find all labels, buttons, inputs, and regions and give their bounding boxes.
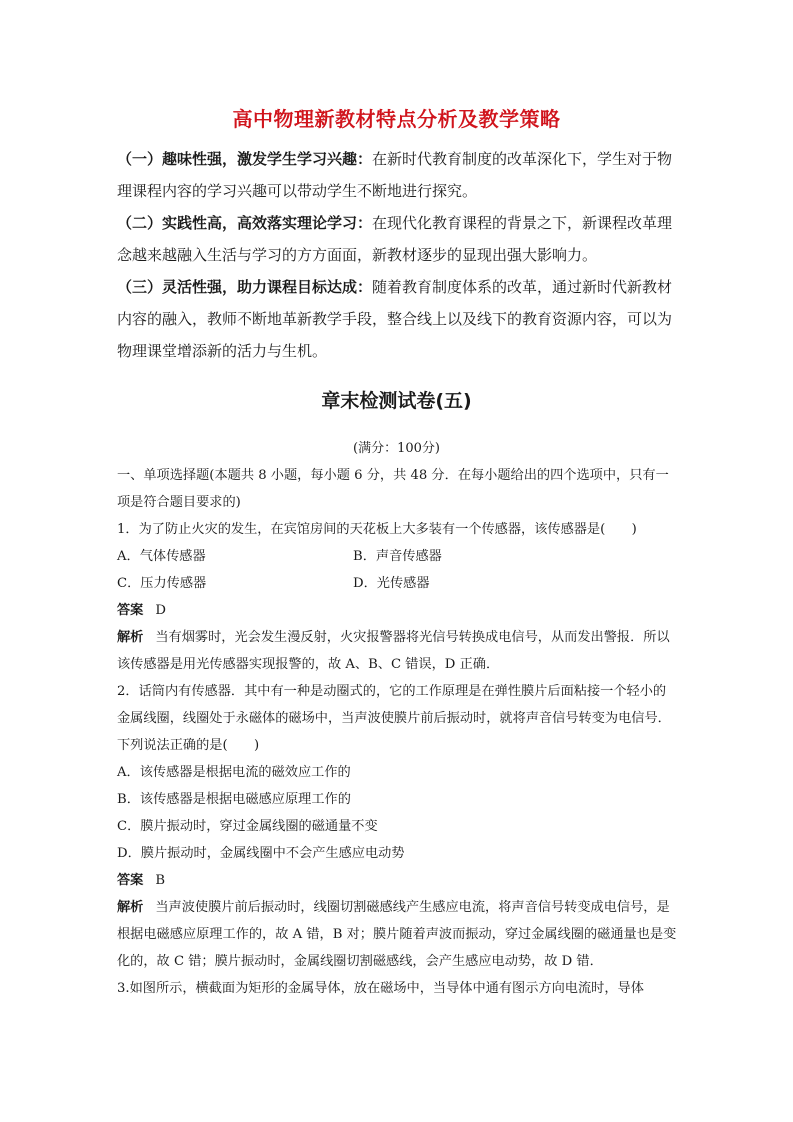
question-2-option-c: C．膜片振动时，穿过金属线圈的磁通量不变 [117, 819, 378, 834]
question-1-option-a: A．气体传感器 [117, 549, 206, 564]
intro-paragraph-2 [117, 207, 679, 271]
question-2-stem: 2．话筒内有传感器．其中有一种是动圈式的，它的工作原理是在弹性膜片后面粘接一个轻小的金属线圈，线圈处于永磁体的磁场中，当声波使膜片前后振动时，就将声音信号转变为电信号．下列说法正确的是( ) [117, 684, 671, 753]
intro-text-3: 随着教育制度体系的改革，通过新时代新教材内容的融入，教师不断地革新教学手段，整合线上以及线下的教育资源内容，可以为物理课堂增添新的活力与生机。 [117, 278, 673, 360]
question-2-option-d: D．膜片振动时，金属线圈中不会产生感应电动势 [117, 846, 405, 861]
intro-text-1: 在新时代教育制度的改革深化下，学生对于物理课程内容的学习兴趣可以带动学生不断地进行探究。 [117, 150, 673, 200]
question-1-options-row-1 [117, 543, 679, 570]
question-1-stem: 1．为了防止火灾的发生，在宾馆房间的天花板上大多装有一个传感器，该传感器是( ) [117, 522, 637, 537]
exam-title: 章末检测试卷(五) [321, 390, 472, 412]
question-3-stem: 3.如图所示，横截面为矩形的金属导体，放在磁场中，当导体中通有图示方向电流时，导体 [117, 981, 644, 996]
question-1-answer: 答案 D [117, 603, 166, 618]
question-1-options-row-2 [117, 570, 679, 597]
question-2-analysis: 解析 当声波使膜片前后振动时，线圈切割磁感线产生感应电流，将声音信号转变成电信号，是根据电磁感应原理工作的，故 A 错，B 对；膜片随着声波而振动，穿过金属线圈的磁通量也是变化的，故 C 错；膜片振动时，金属线圈切割磁感线，会产生感应电动势，故 D 错． [117, 900, 677, 969]
question-1-option-c: C．压力传感器 [117, 576, 207, 591]
question-2-option-a: A．该传感器是根据电流的磁效应工作的 [117, 765, 351, 780]
question-2-option-b: B．该传感器是根据电磁感应原理工作的 [117, 792, 351, 807]
question-1-option-d: D．光传感器 [353, 576, 430, 591]
question-1-analysis: 解析 当有烟雾时，光会发生漫反射，火灾报警器将光信号转换成电信号，从而发出警报．所以该传感器是用光传感器实现报警的，故 A、B、C 错误，D 正确． [117, 630, 670, 672]
intro-paragraph-3 [117, 271, 679, 367]
intro-lead-3: （三）灵活性强，助力课程目标达成： [117, 278, 373, 296]
intro-lead-2: （二）实践性高，高效落实理论学习： [117, 214, 373, 232]
article-title: 高中物理新教材特点分析及教学策略 [232, 107, 561, 131]
intro-paragraph-1 [117, 143, 679, 207]
exam-body [117, 462, 679, 1002]
exam-score: (满分：100分) [353, 441, 440, 456]
intro-lead-1: （一）趣味性强，激发学生学习兴趣： [117, 150, 373, 168]
section-heading: 一、单项选择题(本题共 8 小题，每小题 6 分，共 48 分．在每小题给出的四个选项中，只有一项是符合题目要求的) [117, 468, 669, 510]
question-1-option-b: B．声音传感器 [353, 549, 442, 564]
intro-text-2: 在现代化教育课程的背景之下，新课程改革理念越来越融入生活与学习的方方面面，新教材逐步的显现出强大影响力。 [117, 214, 673, 264]
question-2-answer: 答案 B [117, 873, 166, 888]
